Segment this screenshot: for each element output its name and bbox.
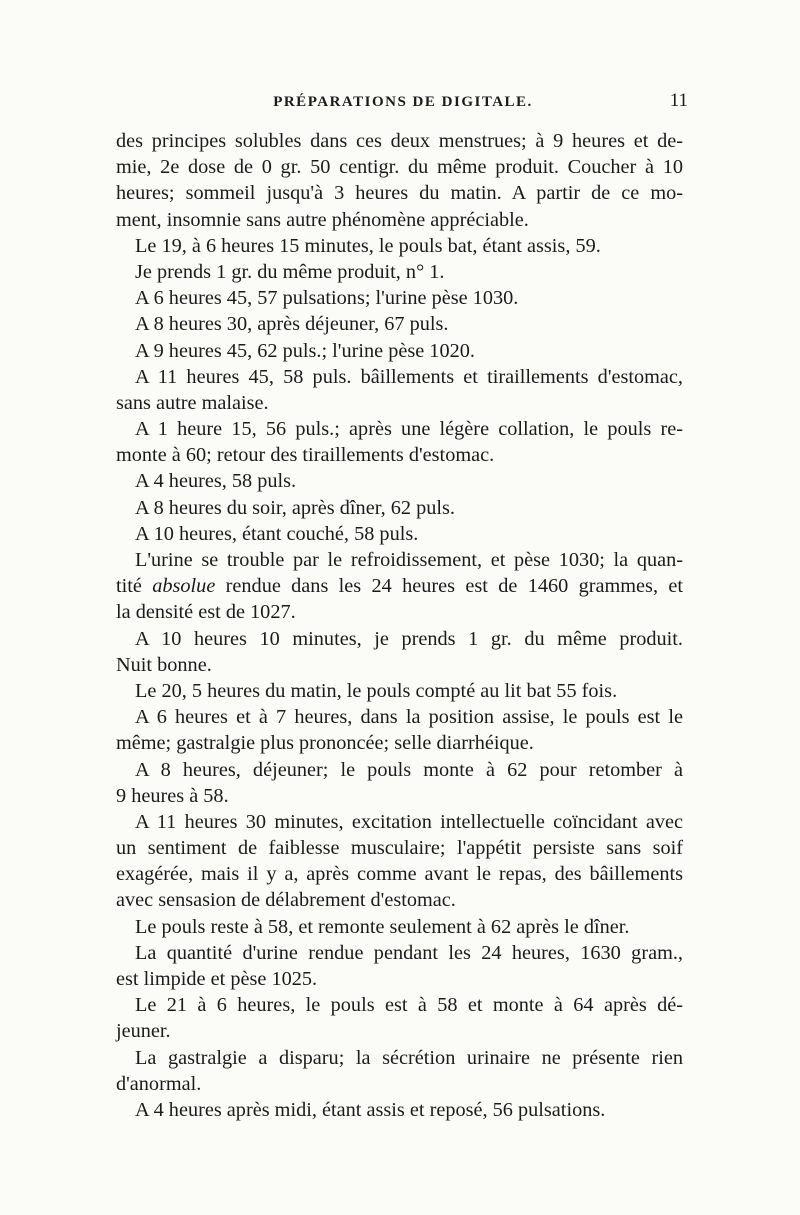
text-line: A 6 heures 45, 57 pulsations; l'urine pèse 1030. <box>135 287 519 310</box>
text-line: A 8 heures 30, après déjeuner, 67 puls. <box>135 313 449 336</box>
text-line: d'anormal. <box>116 1072 202 1095</box>
running-title: PRÉPARATIONS DE DIGITALE. <box>273 94 533 110</box>
text-line: un sentiment de faiblesse musculaire; l'appétit persiste sans soif <box>116 837 683 860</box>
text-line: A 11 heures 30 minutes, excitation intellectuelle coïncidant avec <box>135 810 683 833</box>
text-line: A 8 heures du soir, après dîner, 62 puls. <box>135 496 456 519</box>
text-line: Je prends 1 gr. du même produit, n° 1. <box>135 260 445 283</box>
text-line: tité absolue rendue dans les 24 heures est de 1460 grammes, et <box>116 575 683 598</box>
text-line: même; gastralgie plus prononcée; selle diarrhéique. <box>116 732 534 755</box>
text-line: A 4 heures, 58 puls. <box>135 470 297 493</box>
text-line: ment, insomnie sans autre phénomène appréciable. <box>116 208 529 231</box>
page-number: 11 <box>669 90 688 111</box>
text-line: La gastralgie a disparu; la sécrétion urinaire ne présente rien <box>135 1046 683 1069</box>
text-line: des principes solubles dans ces deux menstrues; à 9 heures et de- <box>116 130 683 152</box>
text-line: 9 heures à 58. <box>116 784 229 807</box>
text-line: monte à 60; retour des tiraillements d'estomac. <box>116 444 495 467</box>
text-line: jeuner. <box>116 1020 171 1043</box>
text-line: A 6 heures et à 7 heures, dans la position assise, le pouls est le <box>135 706 683 729</box>
text-line: Le pouls reste à 58, et remonte seulement à 62 après le dîner. <box>135 915 630 938</box>
text-line: A 10 heures 10 minutes, je prends 1 gr. du même produit. <box>135 627 683 650</box>
text-line: A 4 heures après midi, étant assis et reposé, 56 pulsations. <box>135 1098 606 1121</box>
text-line: A 8 heures, déjeuner; le pouls monte à 62 pour retomber à <box>135 758 683 781</box>
text-line: L'urine se trouble par le refroidissement, et pèse 1030; la quan- <box>135 549 683 571</box>
text-line: Le 19, à 6 heures 15 minutes, le pouls bat, étant assis, 59. <box>135 234 601 257</box>
text-line: Le 21 à 6 heures, le pouls est à 58 et monte à 64 après dé- <box>135 994 683 1017</box>
text-line: la densité est de 1027. <box>116 601 296 624</box>
body-text <box>116 128 683 1123</box>
text-line: La quantité d'urine rendue pendant les 24 heures, 1630 gram., <box>135 941 683 964</box>
text-line: Nuit bonne. <box>116 653 212 676</box>
text-line: A 11 heures 45, 58 puls. bâillements et tiraillements d'estomac, <box>135 365 683 388</box>
text-line: A 10 heures, étant couché, 58 puls. <box>135 522 419 545</box>
running-head <box>118 92 688 116</box>
text-line: est limpide et pèse 1025. <box>116 968 318 990</box>
text-line: Le 20, 5 heures du matin, le pouls compté au lit bat 55 fois. <box>135 679 618 702</box>
text-line: sans autre malaise. <box>116 391 269 414</box>
text-line: avec sensasion de délabrement d'estomac. <box>116 889 456 912</box>
text-line: heures; sommeil jusqu'à 3 heures du matin. A partir de ce mo- <box>116 182 683 205</box>
text-line: exagérée, mais il y a, après comme avant le repas, des bâillements <box>116 863 683 886</box>
text-line: A 1 heure 15, 56 puls.; après une légère collation, le pouls re- <box>135 418 683 441</box>
text-line: A 9 heures 45, 62 puls.; l'urine pèse 1020. <box>135 339 475 362</box>
text-line: mie, 2e dose de 0 gr. 50 centigr. du même produit. Coucher à 10 <box>116 156 683 179</box>
